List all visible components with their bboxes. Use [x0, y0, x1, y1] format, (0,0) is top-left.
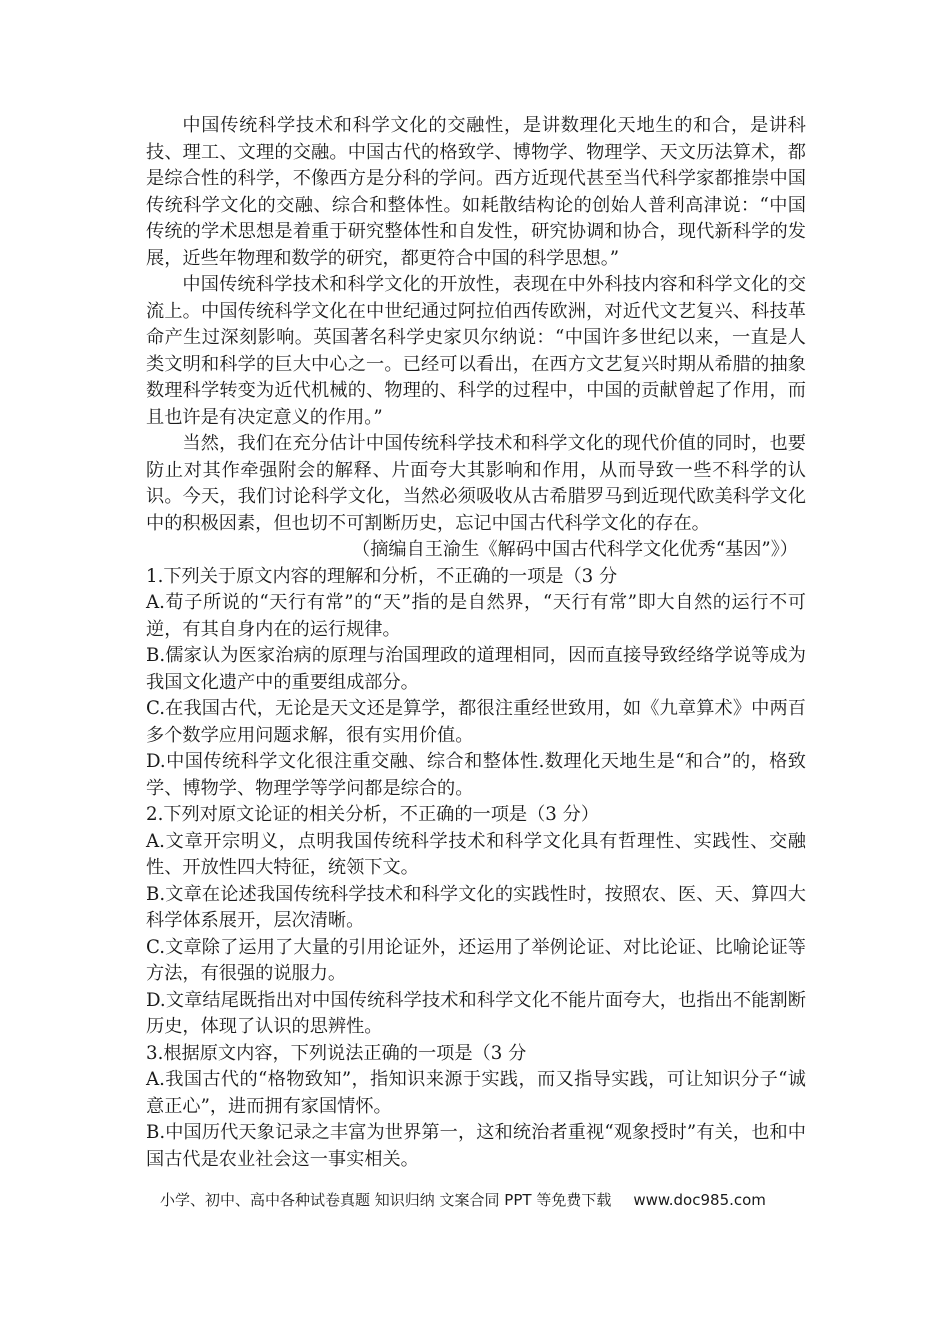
question-3-option-b: B.中国历代天象记录之丰富为世界第一，这和统治者重视“观象授时”有关，也和中国古代是农业社会这一事实相关。 — [146, 1122, 806, 1170]
question-2 — [146, 802, 806, 1041]
passage-paragraph-1: 中国传统科学技术和科学文化的交融性，是讲数理化天地生的和合，是讲科技、理工、文理的交融。中国古代的格致学、博物学、物理学、天文历法算术，都是综合性的科学，不像西方是分科的学问。西方近现代甚至当代科学家都推崇中国传统科学文化的交融、综合和整体性。如耗散结构论的创始人普利高津说：“中国传统的学术思想是着重于研究整体性和自发性，研究协调和协合，现代新科学的发展，近些年物理和数学的研究，都更符合中国的科学思想。” — [146, 115, 806, 269]
question-2-option-b: B.文章在论述我国传统科学技术和科学文化的实践性时，按照农、医、天、算四大科学体系展开，层次清晰。 — [146, 883, 806, 931]
passage-source: （摘编自王渝生《解码中国古代科学文化优秀“基因”》） — [352, 539, 798, 560]
question-1-option-c: C.在我国古代，无论是天文还是算学，都很注重经世致用，如《九章算术》中两百多个数学应用问题求解，很有实用价值。 — [146, 698, 806, 746]
question-3-stem: 3.根据原文内容，下列说法正确的一项是（3 分 — [146, 1042, 527, 1064]
passage — [146, 113, 806, 564]
page-footer — [160, 1188, 800, 1212]
question-3-option-a: A.我国古代的“格物致知”，指知识来源于实践，而又指导实践，可让知识分子“诚意正心”，进而拥有家国情怀。 — [146, 1069, 806, 1117]
question-2-option-a: A.文章开宗明义，点明我国传统科学技术和科学文化具有哲理性、实践性、交融性、开放性四大特征，统领下文。 — [146, 830, 806, 878]
question-3 — [146, 1041, 806, 1174]
question-2-option-d: D.文章结尾既指出对中国传统科学技术和科学文化不能片面夸大，也指出不能割断历史，体现了认识的思辨性。 — [146, 989, 806, 1037]
passage-paragraph-3: 当然，我们在充分估计中国传统科学技术和科学文化的现代价值的同时，也要防止对其作牵强附会的解释、片面夸大其影响和作用，从而导致一些不科学的认识。今天，我们讨论科学文化，当然必须吸收从古希腊罗马到近现代欧美科学文化中的积极因素，但也切不可割断历史，忘记中国古代科学文化的存在。 — [146, 433, 806, 534]
question-1-stem: 1.下列关于原文内容的理解和分析，不正确的一项是（3 分 — [146, 565, 618, 587]
question-1-option-b: B.儒家认为医家治病的原理与治国理政的道理相同，因而直接导致经络学说等成为我国文化遗产中的重要组成部分。 — [146, 645, 806, 693]
question-1-option-a: A.荀子所说的“天行有常”的“天”指的是自然界，“天行有常”即大自然的运行不可逆，有其自身内在的运行规律。 — [146, 592, 806, 640]
footer-url[interactable]: www.doc985.com — [633, 1191, 766, 1209]
question-1 — [146, 564, 806, 803]
question-2-stem: 2.下列对原文论证的相关分析，不正确的一项是（3 分） — [146, 804, 600, 825]
question-1-option-d: D.中国传统科学文化很注重交融、综合和整体性.数理化天地生是“和合”的，格致学、博物学、物理学等学问都是综合的。 — [146, 751, 806, 799]
footer-text: 小学、初中、高中各种试卷真题 知识归纳 文案合同 PPT 等免费下载 — [160, 1191, 612, 1209]
passage-paragraph-2: 中国传统科学技术和科学文化的开放性，表现在中外科技内容和科学文化的交流上。中国传统科学文化在中世纪通过阿拉伯西传欧洲，对近代文艺复兴、科技革命产生过深刻影响。英国著名科学史家贝尔纳说：“中国许多世纪以来，一直是人类文明和科学的巨大中心之一。已经可以看出，在西方文艺复兴时期从希腊的抽象数理科学转变为近代机械的、物理的、科学的过程中，中国的贡献曾起了作用，而且也许是有决定意义的作用。” — [146, 274, 806, 428]
question-2-option-c: C.文章除了运用了大量的引用论证外，还运用了举例论证、对比论证、比喻论证等方法，有很强的说服力。 — [146, 936, 806, 984]
document-page — [146, 113, 806, 1173]
